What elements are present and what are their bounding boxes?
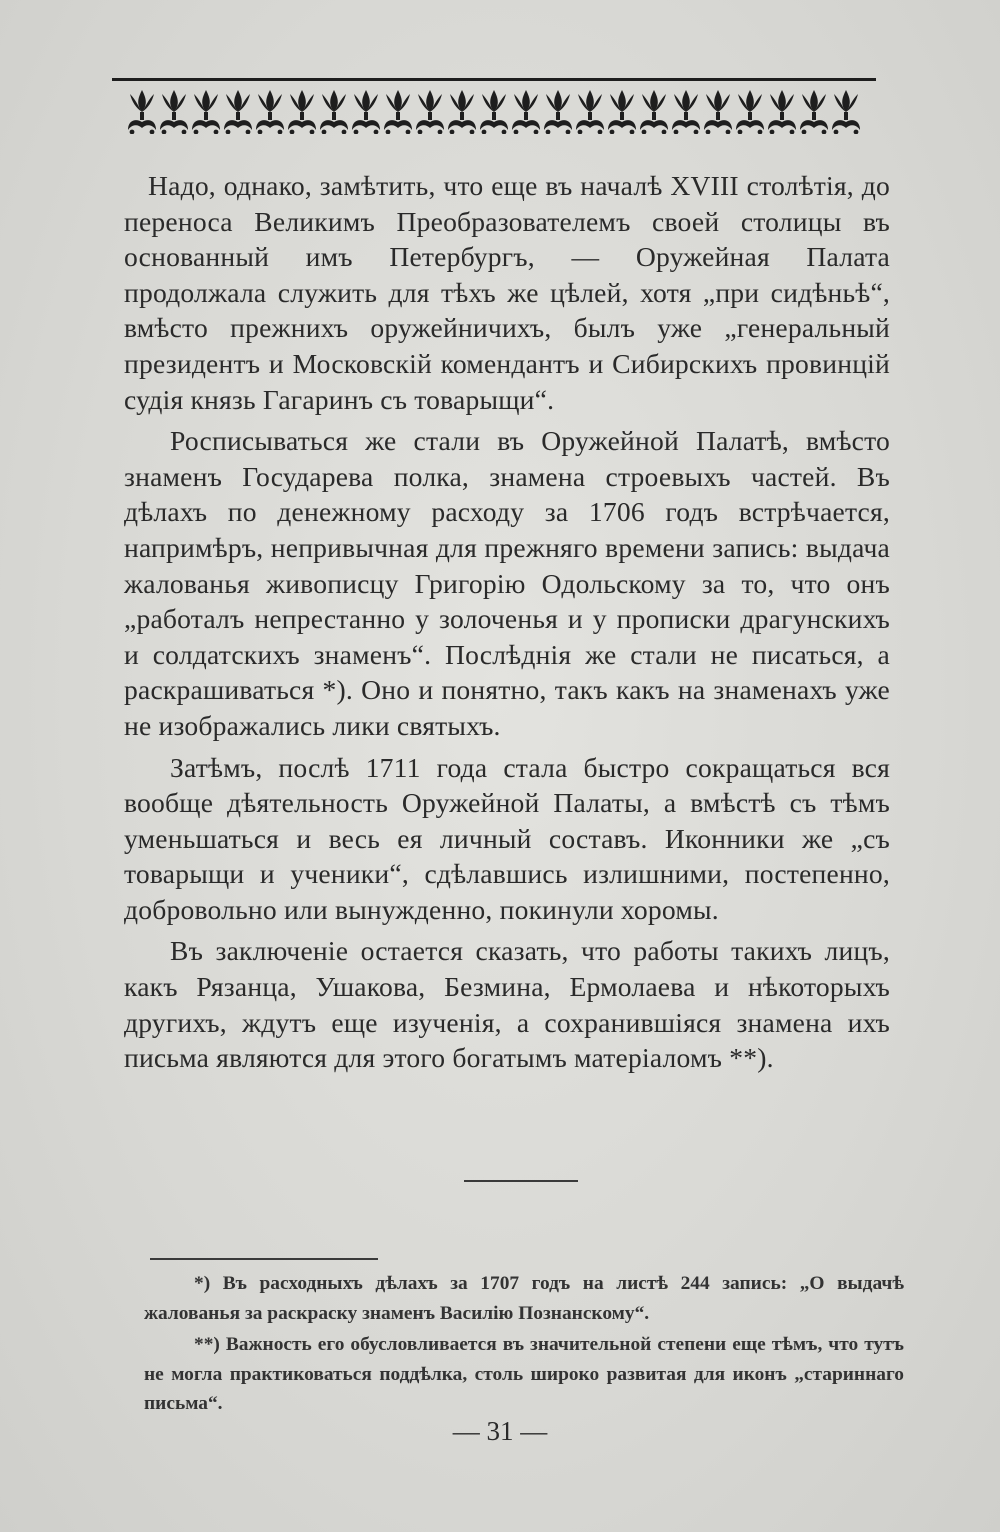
ornament-motif (352, 90, 380, 134)
footnote-separator (150, 1258, 378, 1260)
main-text (124, 168, 890, 1082)
paragraph-1: Надо, однако, замѣтить, что еще въ началѣ XVIII столѣтія, до переноса Великимъ Преобразователемъ своей столицы въ основанный имъ Петербургъ, — Оружейная Палата продолжала служить для тѣхъ же цѣлей, хотя „при сидѣньѣ“, вмѣсто прежнихъ оружейничихъ, былъ уже „генеральный президентъ и Московскій комендантъ и Сибирскихъ провинцій судія князь Гагаринъ съ товарыщи“. (124, 170, 890, 415)
ornament-motif (320, 90, 348, 134)
paragraph-4: Въ заключеніе остается сказать, что работы такихъ лицъ, какъ Рязанца, Ушакова, Безмина, Ермолаева и нѣкоторыхъ другихъ, ждутъ еще изученія, а сохранившіяся знамена ихъ письма являются для этого богатымъ матеріаломъ **). (124, 935, 890, 1074)
ornament-motif (512, 90, 540, 134)
ornament-motif (576, 90, 604, 134)
ornament-motif (384, 90, 412, 134)
ornament-pattern (128, 90, 860, 134)
ornament-motif (448, 90, 476, 134)
section-end-rule (464, 1180, 578, 1182)
ornament-motif (416, 90, 444, 134)
ornament-motif (160, 90, 188, 134)
ornamental-header-band (112, 78, 876, 134)
ornament-motif (640, 90, 668, 134)
ornament-motif (224, 90, 252, 134)
ornament-motif (800, 90, 828, 134)
ornament-motif (608, 90, 636, 134)
ornament-motif (288, 90, 316, 134)
ornament-motif (672, 90, 700, 134)
ornament-motif (544, 90, 572, 134)
ornament-motif (704, 90, 732, 134)
ornament-motif (256, 90, 284, 134)
ornament-motif (736, 90, 764, 134)
paragraph-3: Затѣмъ, послѣ 1711 года стала быстро сокращаться вся вообще дѣятельность Оружейной Палаты, а вмѣстѣ съ тѣмъ уменьшаться и весь ея личный составъ. Иконники же „съ товарыщи и ученики“, сдѣлавшись излишними, постепенно, добровольно или вынужденно, покинули хоромы. (124, 751, 890, 925)
footnote-1: *) Въ расходныхъ дѣлахъ за 1707 годъ на листѣ 244 запись: „О выдачѣ жалованья за раскраску знаменъ Василію Познанскому“. (144, 1273, 904, 1324)
ornament-motif (192, 90, 220, 134)
ornament-motif (128, 90, 156, 134)
ornament-motif (768, 90, 796, 134)
ornament-motif (480, 90, 508, 134)
paragraph-2: Росписываться же стали въ Оружейной Палатѣ, вмѣсто знаменъ Государева полка, знамена строевыхъ частей. Въ дѣлахъ по денежному расходу за 1706 годъ встрѣчается, напримѣръ, непривычная для прежняго времени запись: выдача жалованья живописцу Григорію Одольскому за то, что онъ „работалъ непрестанно у золоченья и у прописки драгунскихъ и солдатскихъ знаменъ“. Послѣднія же стали не писаться, а раскрашиваться *). Оно и понятно, такъ какъ на знаменахъ уже не изображались лики святыхъ. (124, 425, 890, 741)
footnote-2: **) Важность его обусловливается въ значительной степени еще тѣмъ, что тутъ не могла практиковаться поддѣлка, столь широко развитая для иконъ „стариннаго письма“. (144, 1334, 904, 1414)
page-number: — 31 — (452, 1416, 548, 1446)
ornament-motif (832, 90, 860, 134)
footnotes (144, 1269, 904, 1421)
